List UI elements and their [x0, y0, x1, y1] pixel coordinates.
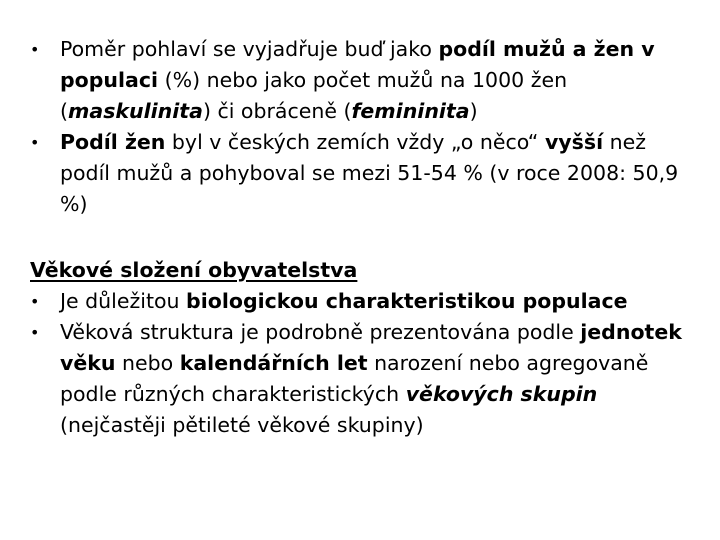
bold-italic-text — [406, 382, 598, 406]
body-text: než podíl mužů a pohyboval se mezi 51-54 % (v roce 2008: 50,9 %) — [60, 130, 679, 216]
emphasized-term: maskulinita — [68, 99, 203, 123]
body-text: ) — [469, 99, 478, 123]
bullet-icon: • — [30, 292, 40, 311]
bullet-item — [30, 286, 700, 317]
emphasized-term: femininita — [351, 99, 470, 123]
bold-text: biologickou charakteristikou populace — [186, 289, 628, 313]
bold-text: vyšší — [544, 130, 604, 154]
body-text: narození nebo agregovaně podle různých charakteristických — [60, 351, 649, 406]
bullet-item — [30, 127, 700, 220]
sex-ratio-section — [30, 34, 700, 220]
emphasized-term: věkových skupin — [405, 382, 598, 406]
body-text: nebo — [115, 351, 180, 375]
bold-text: Podíl žen — [60, 130, 166, 154]
body-text: byl v českých zemích vždy „o něco“ — [165, 130, 545, 154]
bold-text: podíl mužů a žen v populaci — [60, 37, 655, 92]
bullet-item — [30, 317, 700, 441]
bold-text: kalendářních let — [179, 351, 368, 375]
body-text: Je důležitou — [60, 289, 187, 313]
age-structure-section — [30, 255, 700, 441]
body-text: ) či obráceně ( — [202, 99, 352, 123]
bullet-item — [30, 34, 700, 127]
bold-italic-text — [68, 99, 203, 123]
section-heading: Věkové složení obyvatelstva — [30, 258, 358, 282]
bullet-icon: • — [30, 323, 40, 342]
body-text: (nejčastěji pětileté věkové skupiny) — [60, 413, 424, 437]
sex-ratio-bullet-list — [30, 34, 700, 220]
body-text: Poměr pohlaví se vyjadřuje buď jako — [60, 37, 439, 61]
bullet-icon: • — [30, 40, 40, 59]
bold-italic-text — [351, 99, 469, 123]
bold-text: jednotek věku — [60, 320, 682, 375]
bullet-icon: • — [30, 133, 40, 152]
body-text: (%) nebo jako počet mužů na 1000 žen ( — [60, 68, 568, 123]
age-structure-bullet-list — [30, 286, 700, 441]
body-text: Věková struktura je podrobně prezentována podle — [60, 320, 581, 344]
